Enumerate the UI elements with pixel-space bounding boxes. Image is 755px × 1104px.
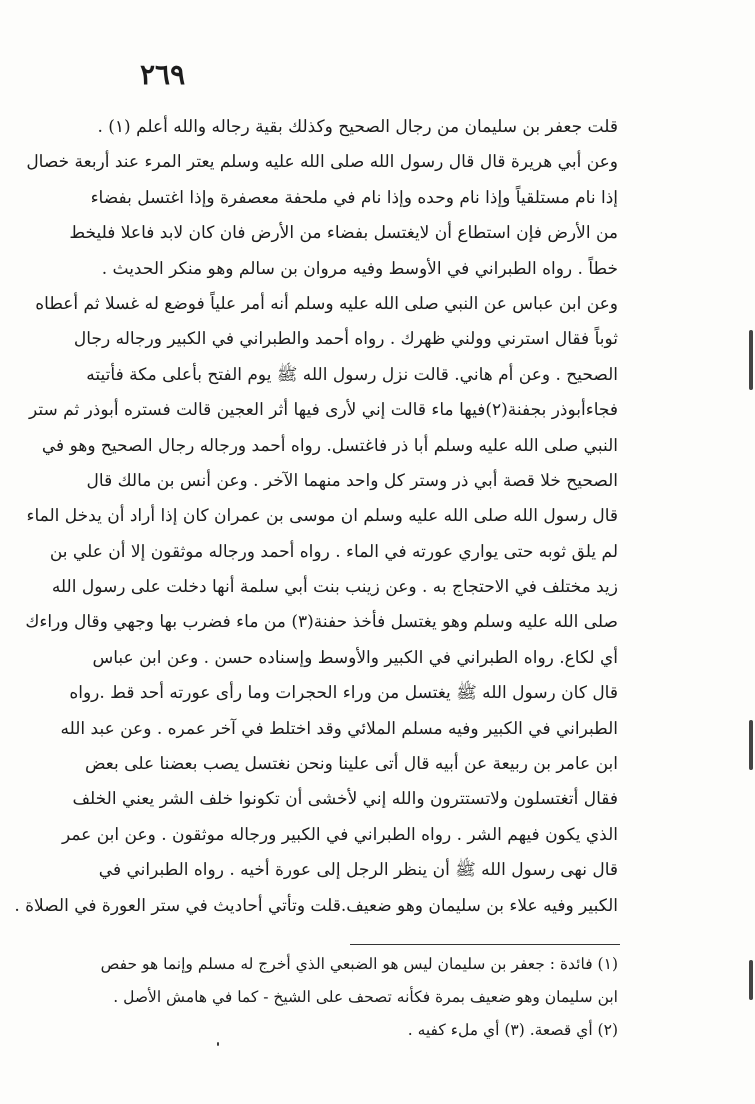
text-line: ثوباً فقال استرني وولني ظهرك . رواه أحمد والطبراني في الكبير ورجاله رجال — [73, 329, 618, 350]
text-line: فجاءأبوذر بجفنة(٢)فيها ماء قالت إني لأرى فيها أثر العجين قالت فستره أبوذر ثم ستر — [28, 400, 618, 421]
text-line: وعن أبي هريرة قال قال رسول الله صلى الله عليه وسلم يعتر المرء عند أربعة خصال — [26, 152, 618, 173]
text-line: قال رسول الله صلى الله عليه وسلم ان موسى بن عمران كان إذا أراد أن يدخل الماء — [26, 506, 618, 527]
footnote-divider — [350, 944, 620, 945]
text-line: النبي صلى الله عليه وسلم أبا ذر فاغتسل. رواه أحمد ورجاله رجال الصحيح وهو في — [41, 435, 618, 456]
scan-edge-mark — [749, 720, 753, 770]
text-line: إذا نام مستلقياً وإذا نام وحده وإذا نام في ملحفة معصفرة وإذا اغتسل بفضاء — [90, 187, 618, 208]
scan-edge-mark — [749, 960, 753, 1000]
text-line: خطاً . رواه الطبراني في الأوسط وفيه مروان بن سالم وهو منكر الحديث . — [101, 258, 618, 279]
text-line: لم يلق ثوبه حتى يواري عورته في الماء . رواه أحمد ورجاله موثقون إلا أن علي بن — [49, 541, 618, 562]
text-line: الطبراني في الكبير وفيه مسلم الملائي وقد اختلط في آخر عمره . وعن عبد الله — [60, 718, 618, 739]
ink-speck — [217, 1042, 219, 1046]
footnotes — [100, 948, 618, 1047]
text-line: صلى الله عليه وسلم وهو يغتسل فأخذ حفنة(٣) من ماء فضرب بها وجهي وقال وراءك — [25, 612, 618, 633]
text-line: فقال أتغتسلون ولاتستترون والله إني لأخشى أن تكونوا خلف الشر يعني الخلف — [72, 789, 618, 810]
text-line: الكبير وفيه علاء بن سليمان وهو ضعيف.قلت وتأتي أحاديث في ستر العورة في الصلاة . — [14, 895, 618, 916]
text-line: الصحيح خلا قصة أبي ذر وستر كل واحد منهما الآخر . وعن أنس بن مالك قال — [86, 470, 618, 491]
footnote-line: ابن سليمان وهو ضعيف بمرة فكأنه تصحف على الشيخ - كما في هامش الأصل . — [113, 988, 618, 1006]
text-line: الذي يكون فيهم الشر . رواه الطبراني في الكبير ورجاله موثقون . وعن ابن عمر — [61, 824, 618, 845]
text-line: قال نهى رسول الله ﷺ أن ينظر الرجل إلى عورة أخيه . رواه الطبراني في — [98, 860, 618, 881]
footnote-line: (٢) أي قصعة. (٣) أي ملء كفيه . — [407, 1021, 618, 1039]
text-line: قلت جعفر بن سليمان من رجال الصحيح وكذلك بقية رجاله والله أعلم (١) . — [97, 117, 618, 137]
text-line: من الأرض فإن استطاع أن لايغتسل بفضاء من الأرض فان كان لابد فاعلا فليخط — [69, 223, 618, 244]
main-text — [14, 110, 618, 924]
text-line: وعن ابن عباس عن النبي صلى الله عليه وسلم أنه أمر علياً فوضع له غسلا ثم أعطاه — [35, 293, 618, 314]
text-line: ابن عامر بن ربيعة عن أبيه قال أتى علينا ونحن نغتسل يصب بعضنا على بعض — [84, 754, 618, 775]
footnote-line: (١) فائدة : جعفر بن سليمان ليس هو الضبعي الذي أخرج له مسلم وإنما هو حفص — [100, 955, 618, 973]
scan-edge-mark — [749, 330, 753, 390]
text-line: زيد مختلف في الاحتجاج به . وعن زينب بنت أبي سلمة أنها دخلت على رسول الله — [51, 577, 618, 598]
text-line: قال كان رسول الله ﷺ يغتسل من وراء الحجرات وما رأى عورته أحد قط .رواه — [69, 683, 618, 704]
page-number: ٢٦٩ — [140, 58, 186, 91]
text-line: الصحيح . وعن أم هاني. قالت نزل رسول الله ﷺ يوم الفتح بأعلى مكة فأتيته — [86, 364, 618, 385]
text-line: أي لكاع. رواه الطبراني في الكبير والأوسط وإسناده حسن . وعن ابن عباس — [92, 647, 618, 668]
